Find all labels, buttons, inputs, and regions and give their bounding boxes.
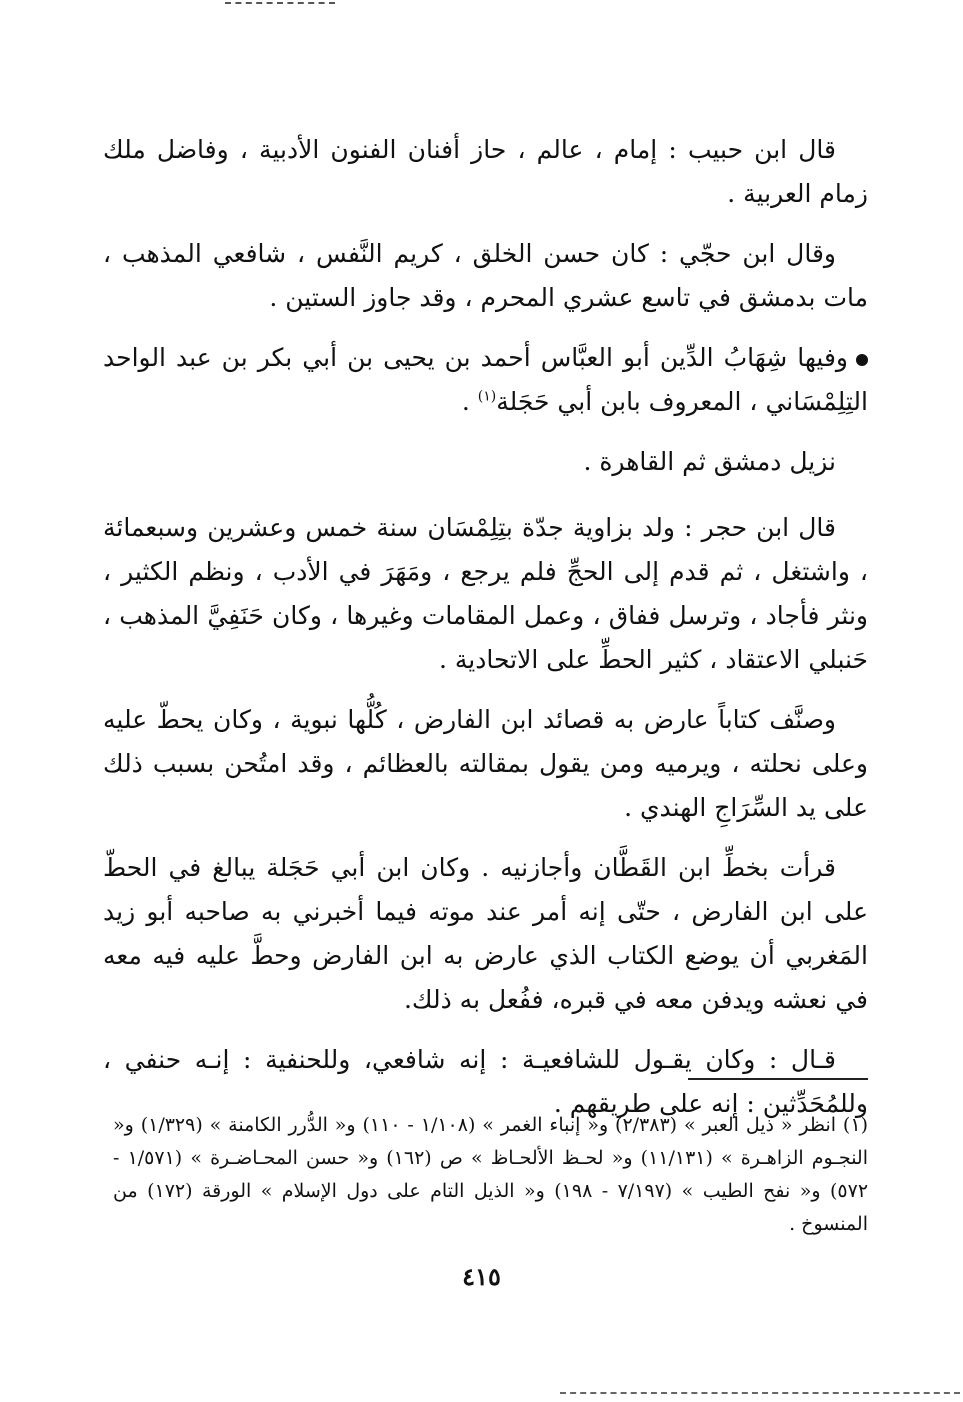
paragraph-residence: نزيل دمشق ثم القاهرة . [583,447,836,476]
paragraph-ibn-habib: قال ابن حبيب : إمام ، عالم ، حاز أفنان الفنون الأدبية ، وفاضل ملك زمام العربية . [103,135,868,208]
paragraph-ibn-hajar: قال ابن حجر : ولد بزاوية جدّة بتِلِمْسَان سنة خمس وعشرين وسبعمائة ، واشتغل ، ثم قدم إلى الحجِّ فلم يرجع ، ومَهَرَ في الأدب ، ونظم الكثير ، ونثر فأجاد ، وترسل ففاق ، وعمل المقامات وغيرها ، وكان حَنَفِيَّ المذهب ، حَنبلي الاعتقاد ، كثير الحطِّ على الاتحادية . [103,513,868,674]
footnote-separator [688,1078,868,1080]
main-text [103,128,868,1142]
footnote: (١) انظر « ذيل العبر » (٢/٣٨٣) و« إنباء الغمر » (١/١٠٨ - ١١٠) و« الدُّرر الكامنة » (١/٣٢٩) و« النجـوم الزاهـرة » (١١/١٣١) و« لحـظ الألحـاظ » ص (١٦٢) و« حسن المحـاضـرة » (١/٥٧١ - ٥٧٢) و« نفح الطيب » (٧/١٩٧ - ١٩٨) و« الذيل التام على دول الإسلام » الورقة (١٧٢) من المنسوخ . [113,1114,869,1235]
biography-intro-text: وفيها شِهَابُ الدِّين أبو العبَّاس أحمد بن يحيى بن أبي بكر بن عبد الواحد التِلِمْسَاني ، المعروف بابن أبي حَجَلة [103,343,868,416]
paragraph-ibn-hijji: وقال ابن حجّي : كان حسن الخلق ، كريم النَّفس ، شافعي المذهب ، مات بدمشق في تاسع عشري المحرم ، وقد جاوز الستين . [103,239,868,312]
paragraph-quote: قـال : وكان يقـول للشافعيـة : إنه شافعي، وللحنفية : إنـه حنفي ، وللمُحَدِّثين : إنه على طريقهم . [103,1045,868,1118]
page-number: ٤١٥ [462,1262,501,1291]
paragraph-ibn-qattan: قرأت بخطِّ ابن القَطَّان وأجازنيه . وكان ابن أبي حَجَلة يبالغ في الحطّ على ابن الفارض ، حتّى إنه أمر عند موته فيما أخبرني به صاحبه أبو زيد المَغربي أن يوضع الكتاب الذي عارض به ابن الفارض وحطَّ عليه فيه معه في نعشه ويدفن معه في قبره، ففُعل به ذلك. [103,853,868,1014]
bottom-scan-dash [560,1392,960,1394]
paragraph-book: وصنَّف كتاباً عارض به قصائد ابن الفارض ، كُلُّها نبوية ، وكان يحطّ عليه وعلى نحلته ، ويرميه ومن يقول بمقالته بالعظائم ، وقد امتُحن بسبب ذلك على يد السِّرَاجِ الهندي . [103,705,868,822]
paragraph-biography-intro: وفيها شِهَابُ الدِّين أبو العبَّاس أحمد بن يحيى بن أبي بكر بن عبد الواحد التِلِمْسَاني ، المعروف بابن أبي حَجَلة$^{(١)}$ . [103,343,868,416]
bullet-icon [856,354,868,366]
footnote-reference: (١) [477,388,497,405]
top-scan-dash [225,2,335,4]
